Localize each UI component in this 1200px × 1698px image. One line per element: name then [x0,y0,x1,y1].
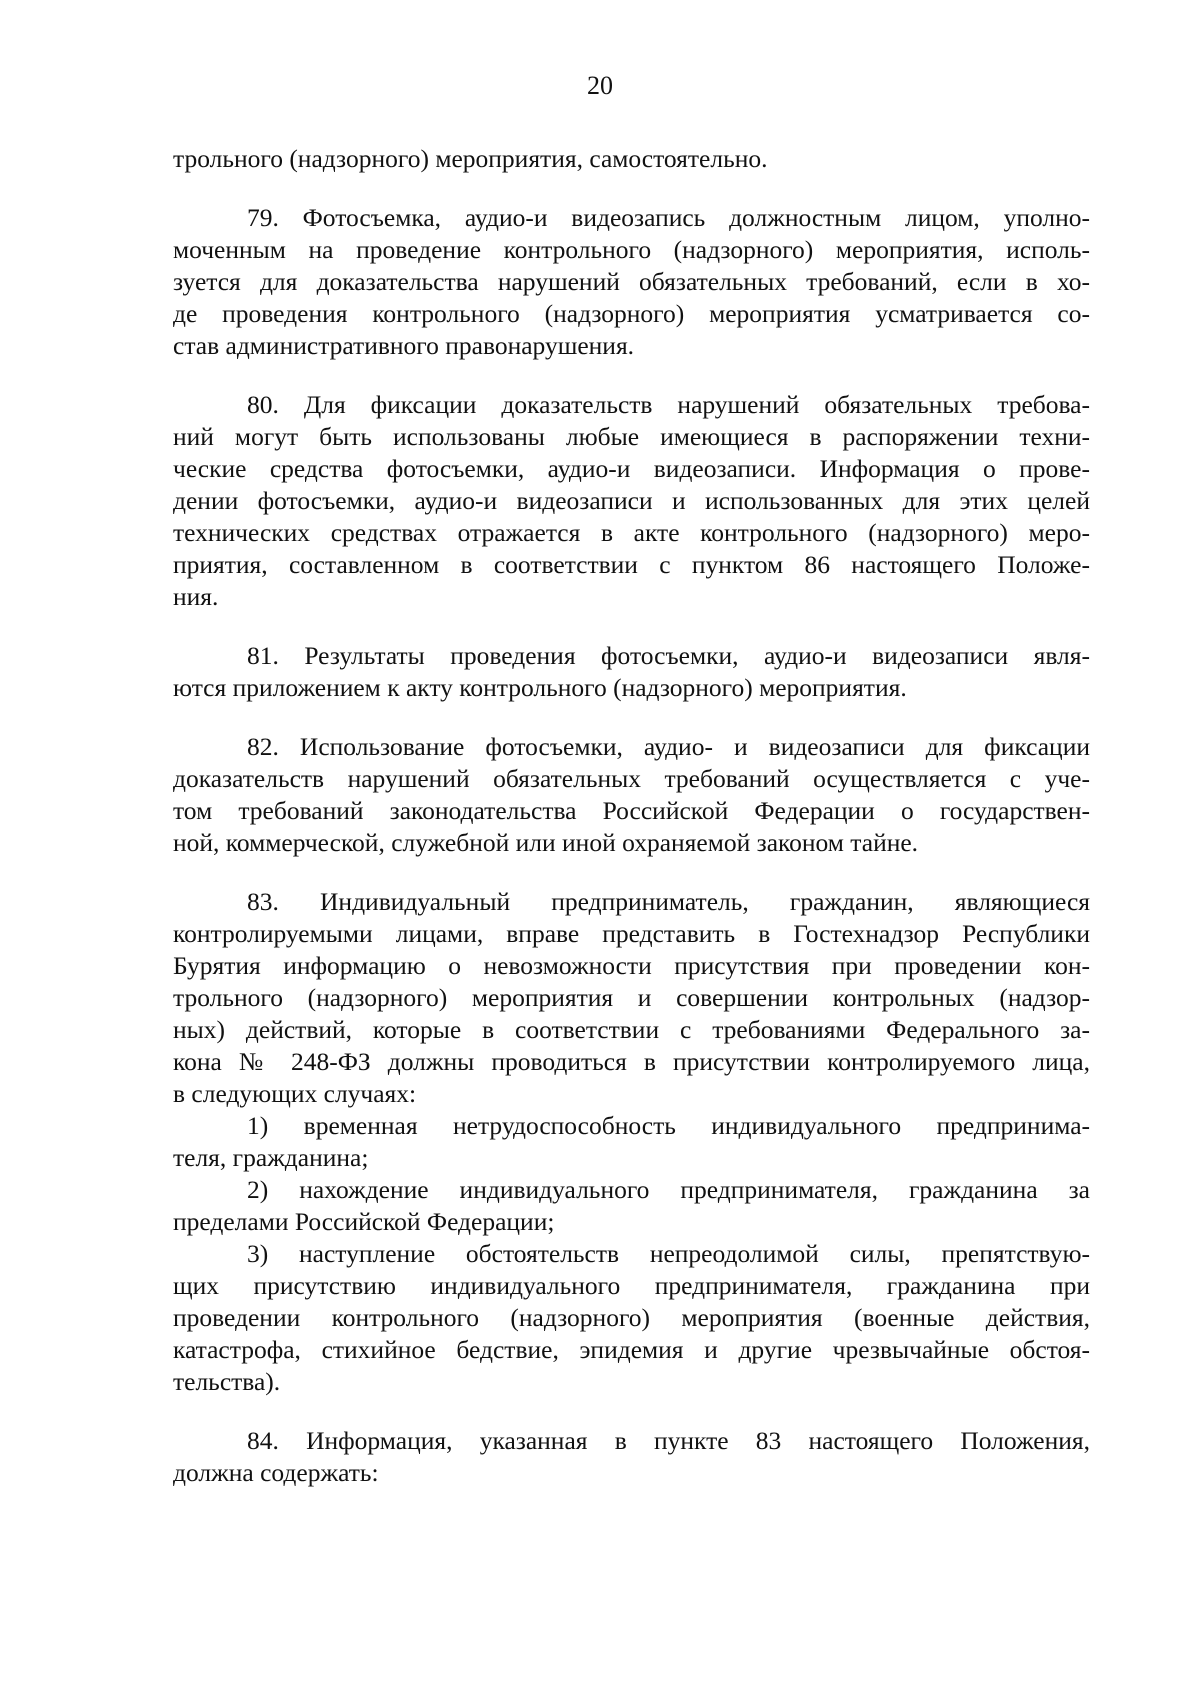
text-line: тельства). [173,1367,281,1396]
text-line: теля, гражданина; [173,1143,369,1172]
text-line: 84. Информация, указанная в пункте 83 настоящего Положения, [247,1426,1090,1455]
text-line: 83. Индивидуальный предприниматель, гражданин, являющиеся [247,887,1090,916]
list-item-1: 1) временная нетрудоспособность индивидуального предпринима- [247,1111,1090,1140]
text-line: катастрофа, стихийное бедствие, эпидемия и другие чрезвычайные обстоя- [173,1335,1090,1364]
text-line: 82. Использование фотосъемки, аудио- и видеозаписи для фиксации [247,732,1090,761]
paragraph-item-80 [173,389,1090,613]
text-line: зуется для доказательства нарушений обязательных требований, если в хо- [173,267,1090,296]
text-line: контролируемыми лицами, вправе представить в Гостехнадзор Республики [173,919,1090,948]
text-line: Бурятия информацию о невозможности присутствия при проведении кон- [173,951,1090,980]
list-item-3: 3) наступление обстоятельств непреодолимой силы, препятствую- [247,1239,1090,1268]
text-line: в следующих случаях: [173,1079,417,1108]
text-line: ния. [173,582,219,611]
text-line: де проведения контрольного (надзорного) мероприятия усматривается со- [173,299,1090,328]
text-line: дении фотосъемки, аудио-и видеозаписи и использованных для этих целей [173,486,1090,515]
paragraph-item-83 [173,886,1090,1398]
text-line: ются приложением к акту контрольного (надзорного) мероприятия. [173,673,907,702]
text-line: став административного правонарушения. [173,331,635,360]
text-line: кона № 248-ФЗ должны проводиться в присутствии контролируемого лица, [173,1047,1090,1076]
paragraph-continuation [173,143,1090,175]
text-line: пределами Российской Федерации; [173,1207,555,1236]
paragraph-item-81 [173,640,1090,704]
text-line: 81. Результаты проведения фотосъемки, аудио-и видеозаписи явля- [247,641,1090,670]
text-line: 80. Для фиксации доказательств нарушений обязательных требова- [247,390,1090,419]
text-line: 79. Фотосъемка, аудио-и видеозапись должностным лицом, уполно- [247,203,1090,232]
text-line: должна содержать: [173,1458,379,1487]
text-line: доказательств нарушений обязательных требований осуществляется с уче- [173,764,1090,793]
text-line: ных) действий, которые в соответствии с требованиями Федерального за- [173,1015,1090,1044]
text-line: трольного (надзорного) мероприятия, самостоятельно. [173,144,768,173]
text-line: том требований законодательства Российской Федерации о государствен- [173,796,1090,825]
text-line: проведении контрольного (надзорного) мероприятия (военные действия, [173,1303,1090,1332]
text-line: трольного (надзорного) мероприятия и совершении контрольных (надзор- [173,983,1090,1012]
paragraph-item-79 [173,202,1090,362]
paragraph-item-82 [173,731,1090,859]
paragraph-item-84 [173,1425,1090,1489]
text-line: приятия, составленном в соответствии с пунктом 86 настоящего Положе- [173,550,1090,579]
text-line: ний могут быть использованы любые имеющиеся в распоряжении техни- [173,422,1090,451]
text-line: щих присутствию индивидуального предпринимателя, гражданина при [173,1271,1090,1300]
document-body [173,143,1090,1489]
text-line: ной, коммерческой, служебной или иной охраняемой законом тайне. [173,828,919,857]
list-item-2: 2) нахождение индивидуального предпринимателя, гражданина за [247,1175,1090,1204]
text-line: технических средствах отражается в акте контрольного (надзорного) меро- [173,518,1090,547]
page-number: 20 [587,71,613,100]
text-line: моченным на проведение контрольного (надзорного) мероприятия, исполь- [173,235,1090,264]
text-line: ческие средства фотосъемки, аудио-и видеозаписи. Информация о прове- [173,454,1090,483]
